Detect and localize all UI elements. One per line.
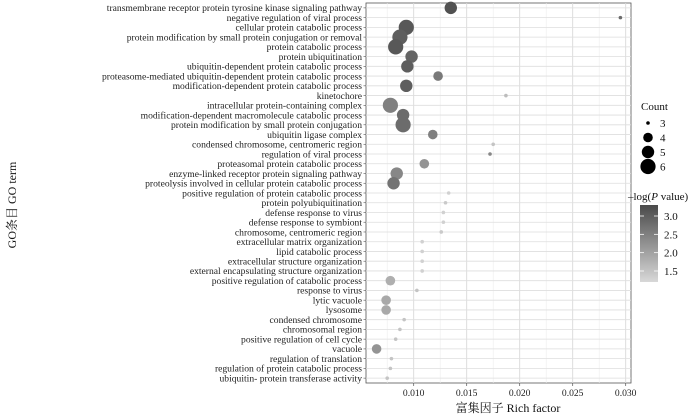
y-tick-label: defense response to symbiont [248,217,362,229]
y-tick-label: regulation of viral process [261,149,362,161]
y-tick-label: lysosome [325,305,362,317]
y-tick-label: modification-dependent protein catabolic process [172,81,362,93]
count-legend-title: Count [641,101,668,113]
data-point [390,357,394,361]
y-tick-label: extracellular structure organization [227,256,362,268]
count-legend-label: 5 [660,147,666,159]
y-tick-label: ubiquitin-dependent protein catabolic process [186,61,362,73]
data-point [504,94,508,98]
y-tick-label: negative regulation of viral process [226,12,362,24]
y-tick-label: external encapsulating structure organization [189,266,362,278]
y-tick-label: positive regulation of protein catabolic process [182,188,362,200]
data-point [420,269,424,273]
colorbar-tick-label: 2.0 [664,247,678,260]
data-point [386,276,396,286]
data-point [381,295,391,305]
x-tick-label: 0.020 [508,388,531,399]
y-tick-label: chromosome, centromeric region [234,227,362,239]
pvalue-colorbar [640,205,658,282]
y-axis-label: GO条目 GO term [5,161,19,249]
data-point [491,142,495,146]
data-point [402,318,406,322]
y-tick-label: transmembrane receptor protein tyrosine kinase signaling pathway [106,3,362,15]
y-tick-label: regulation of translation [269,353,362,365]
y-tick-label: ubiquitin- protein transferase activity [219,373,362,385]
x-tick-label: 0.015 [455,388,478,399]
count-legend-circle [646,121,650,125]
data-point [383,98,398,113]
y-tick-label: regulation of protein catabolic process [214,363,362,375]
data-point [401,60,413,72]
count-legend-circle [640,159,655,174]
data-point [420,250,424,254]
y-tick-label: extracellular matrix organization [236,237,362,249]
colorbar-tick-label: 3.0 [664,211,678,223]
data-point [420,240,424,244]
y-tick-label: protein polyubiquitination [261,198,362,210]
y-tick-label: intracellular protein-containing complex [206,100,362,112]
y-tick-label: positive regulation of catabolic process [211,275,362,287]
y-tick-label: protein ubiquitination [278,51,362,63]
y-tick-label: proteolysis involved in cellular protein catabolic process [145,178,362,190]
x-tick-label: 0.010 [402,388,425,399]
y-tick-label: positive regulation of cell cycle [241,334,362,346]
y-tick-label: protein modification by small protein conjugation or removal [126,32,362,44]
x-tick-label: 0.025 [561,388,584,399]
count-legend-circle [642,146,654,158]
y-tick-label: modification-dependent macromolecule catabolic process [140,110,362,122]
data-point [433,71,443,81]
data-point [444,201,448,205]
data-point [439,230,443,234]
count-legend-circle [643,133,653,143]
data-point [415,289,419,293]
data-point [389,367,393,371]
data-point [394,337,398,341]
pvalue-legend-title: –log(P value) [628,191,689,203]
count-legend-label: 4 [660,132,666,145]
data-point [381,305,391,315]
y-tick-label: lipid catabolic process [276,246,362,258]
data-point [388,39,403,54]
x-tick-label: 0.030 [614,388,637,399]
data-point [396,117,411,132]
data-point [385,376,389,380]
data-point [420,159,430,169]
data-point [619,16,623,20]
y-tick-label: vacuole [332,344,362,356]
data-point [445,2,457,14]
y-tick-label: proteasomal protein catabolic process [217,159,362,171]
data-point [488,152,492,156]
y-tick-label: protein modification by small protein conjugation [170,120,362,132]
y-tick-label: kinetochore [316,90,362,102]
y-tick-label: condensed chromosome [269,314,362,326]
data-point [442,220,446,224]
y-tick-label: proteasome-mediated ubiquitin-dependent protein catabolic process [101,71,362,83]
data-point [372,344,382,354]
data-point [420,259,424,263]
data-point [442,211,446,215]
colorbar-tick-label: 2.5 [664,229,678,242]
x-axis-label: 富集因子 Rich factor [455,401,561,415]
y-tick-label: chromosomal region [282,324,362,336]
y-tick-label: protein catabolic process [266,42,362,54]
data-point [387,177,399,189]
colorbar-tick-label: 1.5 [664,266,678,278]
data-point [447,191,451,195]
y-tick-label: cellular protein catabolic process [235,22,362,34]
count-legend-label: 6 [660,161,666,174]
data-point [400,80,412,92]
data-point [398,328,402,332]
y-tick-label: condensed chromosome, centromeric region [192,139,362,151]
y-tick-label: defense response to virus [265,207,362,219]
y-tick-label: ubiquitin ligase complex [267,129,362,141]
y-tick-label: enzyme-linked receptor protein signaling pathway [169,168,362,180]
y-tick-label: lytic vacuole [312,295,362,307]
count-legend-label: 3 [660,118,666,130]
y-tick-label: response to virus [296,285,362,297]
data-point [428,130,438,140]
